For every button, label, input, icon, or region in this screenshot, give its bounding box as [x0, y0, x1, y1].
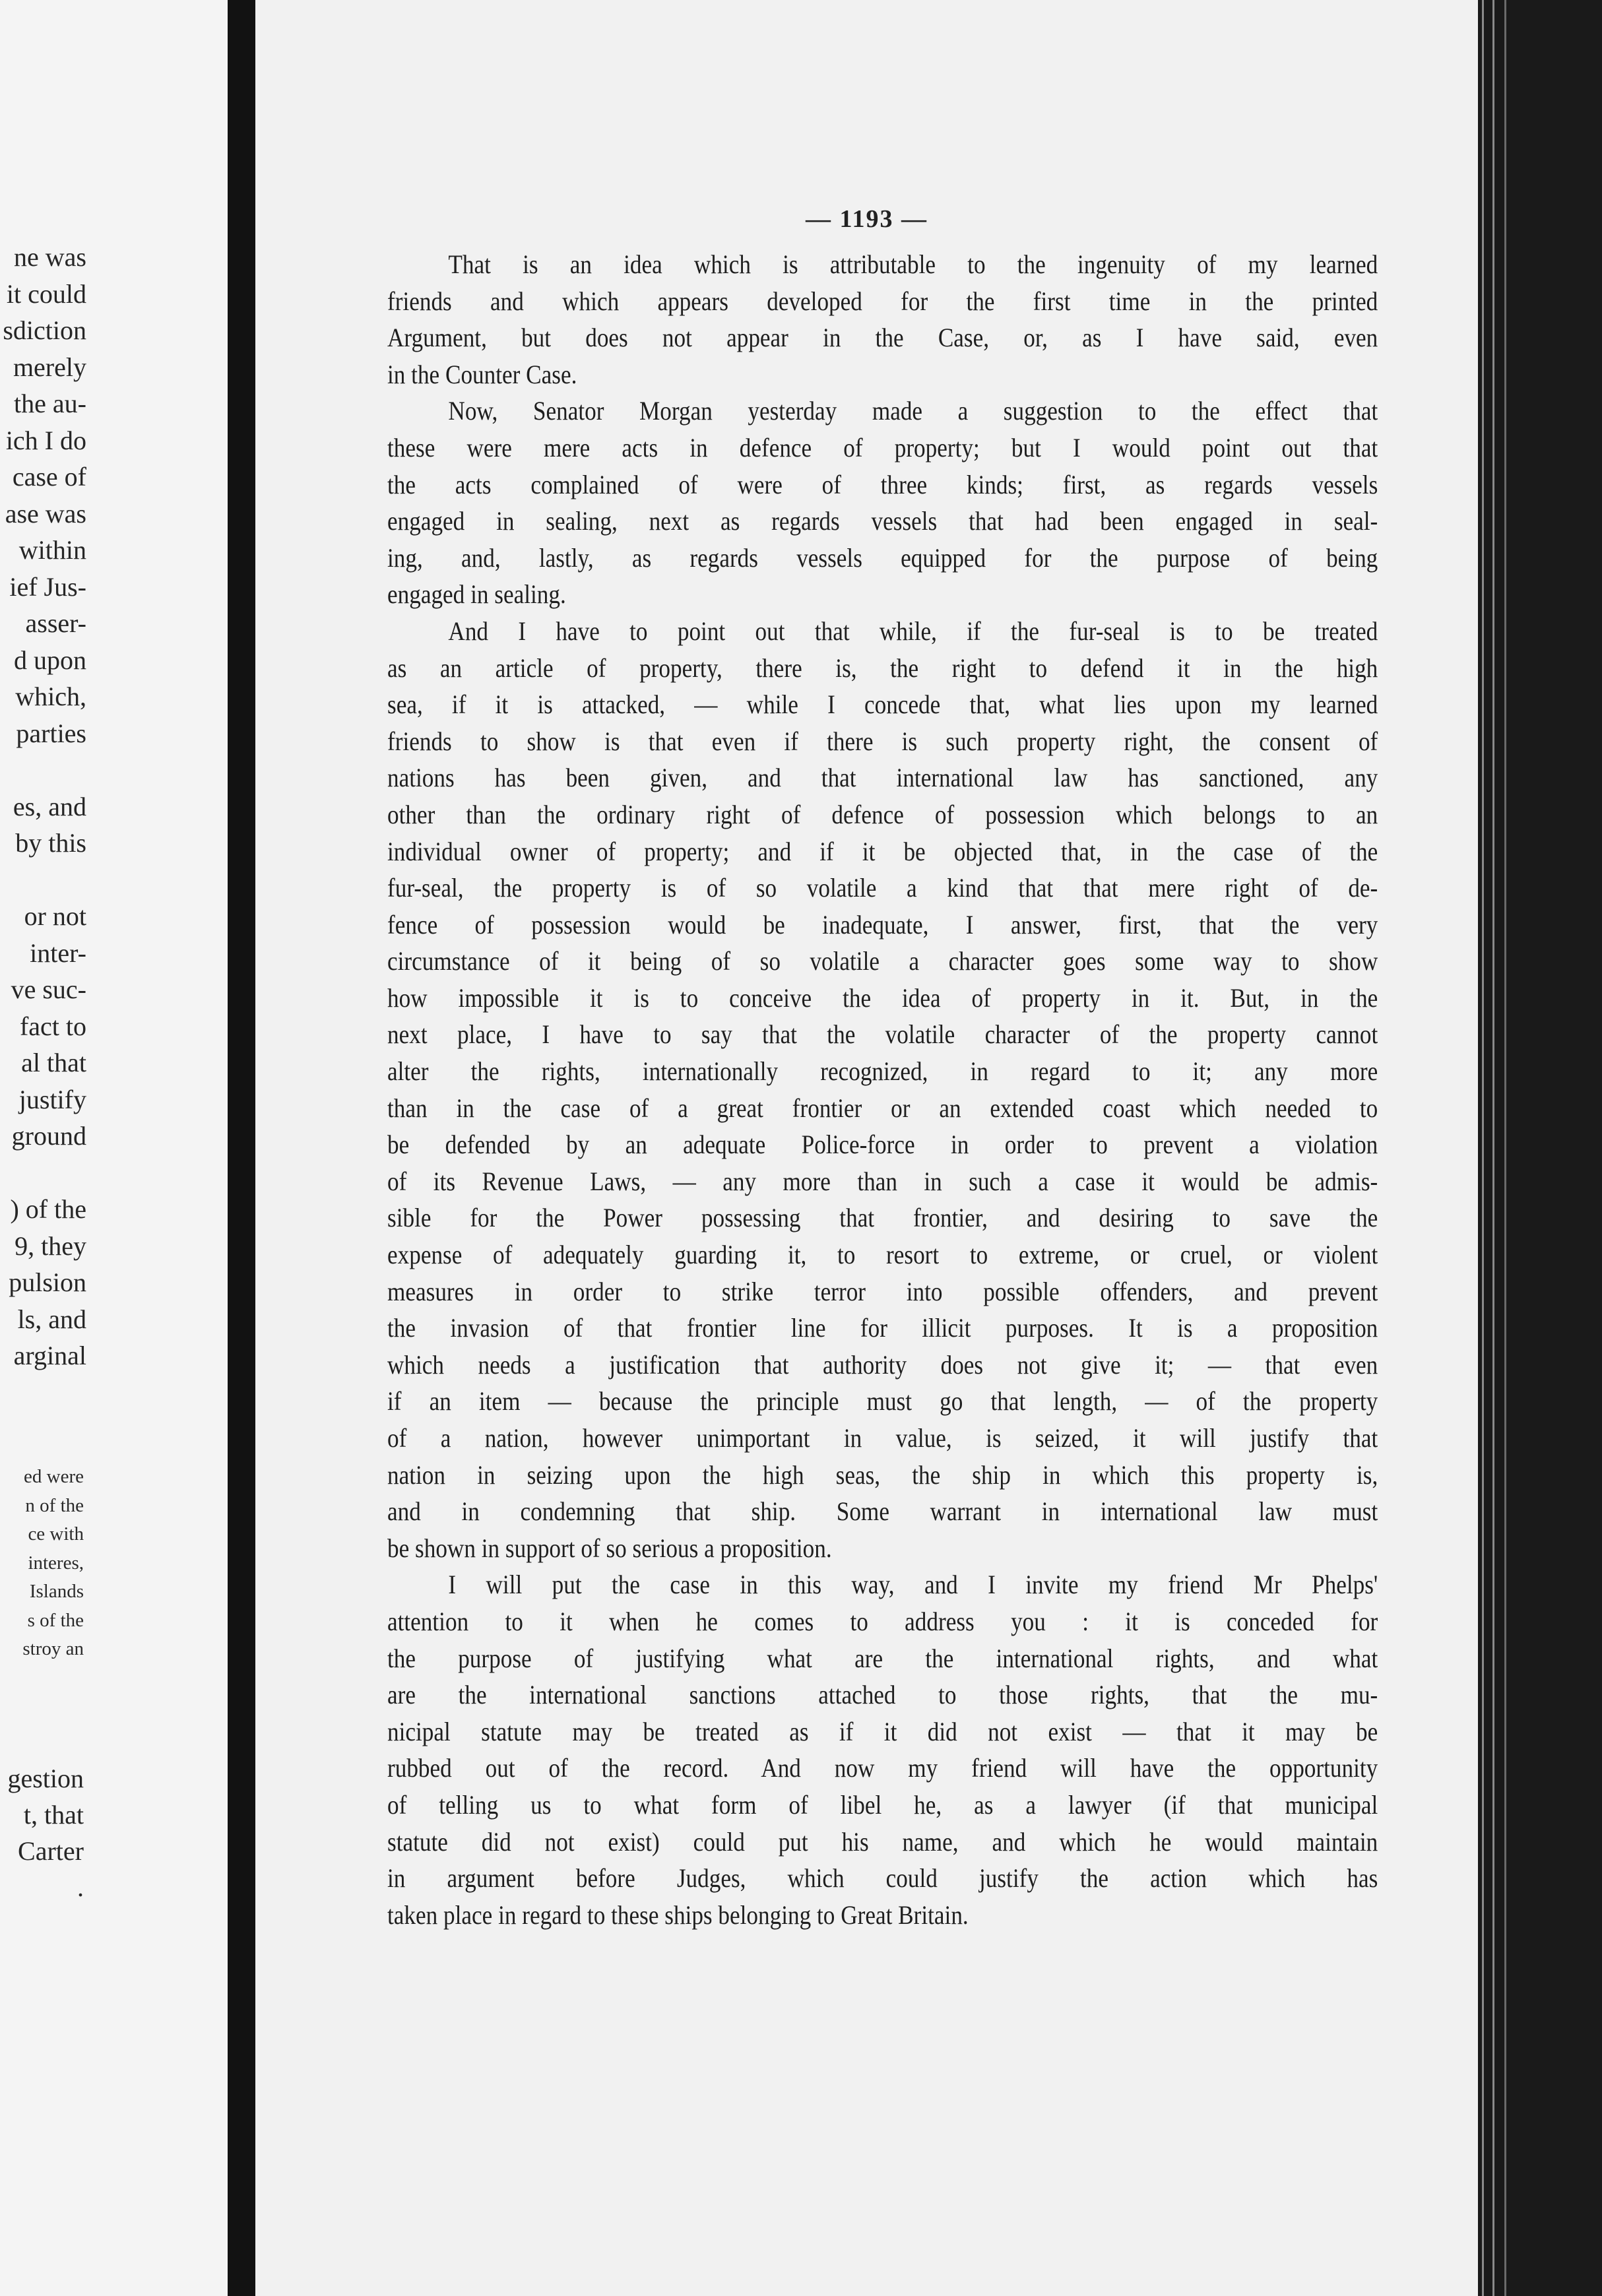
left-page-bottom-text — [0, 1760, 84, 1905]
text-line: nicipal statute may be treated as if it did not exist — that it may be — [387, 1716, 1378, 1746]
left-page-note-line: interes, — [28, 1552, 84, 1574]
left-page-note-line: s of the — [27, 1609, 84, 1631]
text-line: in the Counter Case. — [387, 359, 577, 389]
left-page-line: 9, they — [15, 1230, 86, 1261]
text-line: in argument before Judges, which could justify the action which has — [387, 1863, 1378, 1894]
text-line: be shown in support of so serious a proposition. — [387, 1533, 832, 1563]
text-line: the acts complained of were of three kinds; first, as regards vessels — [387, 469, 1378, 499]
text-line: engaged in sealing, next as regards vessels that had been engaged in seal- — [387, 506, 1378, 536]
left-page-line: sdiction — [3, 315, 86, 345]
left-page-line: parties — [16, 718, 86, 748]
left-page-line: t, that — [23, 1800, 84, 1830]
text-line: of a nation, however unimportant in value, is seized, it will justify that — [387, 1423, 1378, 1453]
text-line: nations has been given, and that international law has sanctioned, any — [387, 763, 1378, 793]
left-page-note-line: n of the — [25, 1494, 84, 1516]
left-page-text — [0, 239, 86, 1374]
text-line: fur-seal, the property is of so volatile a kind that that mere right of de- — [387, 873, 1378, 903]
left-page-line: Carter — [18, 1836, 84, 1866]
left-page-line: case of — [12, 462, 86, 492]
left-page-line: within — [18, 535, 86, 565]
left-page-line: ase was — [5, 498, 86, 528]
text-line: as an article of property, there is, the right to defend it in the high — [387, 653, 1378, 683]
text-line: fence of possession would be inadequate, I answer, first, that the very — [387, 909, 1378, 940]
text-line: friends and which appears developed for the first time in the printed — [387, 286, 1378, 316]
left-page-note-line: Islands — [29, 1581, 84, 1602]
left-page-line — [0, 1155, 86, 1192]
text-line: these were mere acts in defence of property; but I would point out that — [387, 432, 1378, 462]
body-text — [387, 246, 1478, 1933]
left-page-line: al that — [21, 1048, 86, 1077]
left-page-line: d upon — [14, 645, 86, 675]
left-page-line: asser- — [25, 608, 86, 638]
left-page-line: by this — [15, 828, 86, 858]
page-stack-edges — [1478, 0, 1602, 2296]
text-line: statute did not exist) could put his name, and which he would maintain — [387, 1826, 1378, 1857]
left-page-line: or not — [24, 901, 86, 931]
left-page-line: ne was — [14, 242, 86, 272]
text-line: And I have to point out that while, if the fur-seal is to be treated — [448, 616, 1378, 646]
text-line: alter the rights, internationally recognized, in regard to it; any more — [387, 1056, 1378, 1087]
text-line: friends to show is that even if there is such property right, the consent of — [387, 726, 1378, 756]
left-page-line: the au- — [14, 389, 86, 418]
left-page — [0, 0, 228, 2296]
text-line: which needs a justification that authority does not give it; — that even — [387, 1349, 1378, 1380]
text-line: expense of adequately guarding it, to resort to extreme, or cruel, or violent — [387, 1240, 1378, 1270]
left-page-line: ich I do — [5, 425, 86, 455]
text-line: measures in order to strike terror into possible offenders, and prevent — [387, 1276, 1378, 1306]
page-number: — 1193 — — [806, 205, 928, 233]
text-line: how impossible it is to conceive the idea of property in it. But, in the — [387, 982, 1378, 1013]
left-page-notes — [0, 1463, 84, 1664]
left-page-line: inter- — [30, 938, 86, 968]
text-line: circumstance of it being of so volatile a character goes some way to show — [387, 946, 1378, 976]
left-page-line: pulsion — [9, 1267, 86, 1297]
text-line: and in condemning that ship. Some warrant in international law must — [387, 1496, 1378, 1527]
left-page-line: ve suc- — [11, 974, 86, 1004]
text-line: of telling us to what form of libel he, as a lawyer (if that municipal — [387, 1789, 1378, 1820]
text-line: next place, I have to say that the volatile character of the property cannot — [387, 1019, 1378, 1050]
left-page-note-line: ed were — [24, 1466, 84, 1487]
text-line: other than the ordinary right of defence of possession which belongs to an — [387, 799, 1378, 829]
book-gutter — [228, 0, 255, 2296]
text-line: be defended by an adequate Police-force in order to prevent a violation — [387, 1130, 1378, 1160]
left-page-line: ) of the — [10, 1194, 86, 1224]
text-line: individual owner of property; and if it be objected that, in the case of the — [387, 836, 1378, 866]
text-line: sible for the Power possessing that frontier, and desiring to save the — [387, 1203, 1378, 1233]
text-line: the purpose of justifying what are the international rights, and what — [387, 1643, 1378, 1673]
text-line: I will put the case in this way, and I invite my friend Mr Phelps' — [448, 1570, 1378, 1600]
left-page-line: ief Jus- — [9, 571, 86, 602]
left-page-line: fact to — [19, 1011, 86, 1041]
text-line: if an item — because the principle must go that length, — of the property — [387, 1386, 1378, 1417]
left-page-line: arginal — [13, 1341, 86, 1370]
left-page-line — [0, 862, 86, 899]
left-page-line: gestion — [7, 1764, 84, 1793]
text-line: sea, if it is attacked, — while I concede that, what lies upon my learned — [387, 689, 1378, 720]
text-line: taken place in regard to these ships belonging to Great Britain. — [387, 1899, 969, 1930]
text-line: That is an idea which is attributable to the ingenuity of my learned — [448, 249, 1378, 279]
text-line: than in the case of a great frontier or an extended coast which needed to — [387, 1093, 1378, 1123]
left-page-line: it could — [6, 278, 86, 309]
left-page-line — [0, 751, 86, 788]
left-page-line: es, and — [13, 791, 86, 821]
text-line: are the international sanctions attached to those rights, that the mu- — [387, 1680, 1378, 1710]
left-page-note-line: ce with — [28, 1523, 84, 1545]
left-page-line: . — [77, 1872, 84, 1902]
left-page-line: which, — [15, 682, 86, 711]
left-page-line: merely — [13, 352, 86, 382]
main-page — [255, 0, 1478, 2296]
text-line: nation in seizing upon the high seas, the ship in which this property is, — [387, 1459, 1378, 1490]
left-page-line: ground — [11, 1121, 86, 1151]
text-line: rubbed out of the record. And now my friend will have the opportunity — [387, 1753, 1378, 1783]
left-page-line: ls, and — [17, 1304, 86, 1334]
left-page-line: justify — [18, 1084, 86, 1114]
text-line: of its Revenue Laws, — any more than in such a case it would be admis- — [387, 1166, 1378, 1196]
text-line: ing, and, lastly, as regards vessels equipped for the purpose of being — [387, 542, 1378, 573]
text-line: Argument, but does not appear in the Case, or, as I have said, even — [387, 323, 1378, 353]
text-line: attention to it when he comes to address you : it is conceded for — [387, 1606, 1378, 1636]
text-line: the invasion of that frontier line for illicit purposes. It is a proposition — [387, 1313, 1378, 1343]
text-line: Now, Senator Morgan yesterday made a suggestion to the effect that — [448, 396, 1378, 426]
text-line: engaged in sealing. — [387, 579, 566, 610]
left-page-note-line: stroy an — [22, 1638, 84, 1659]
